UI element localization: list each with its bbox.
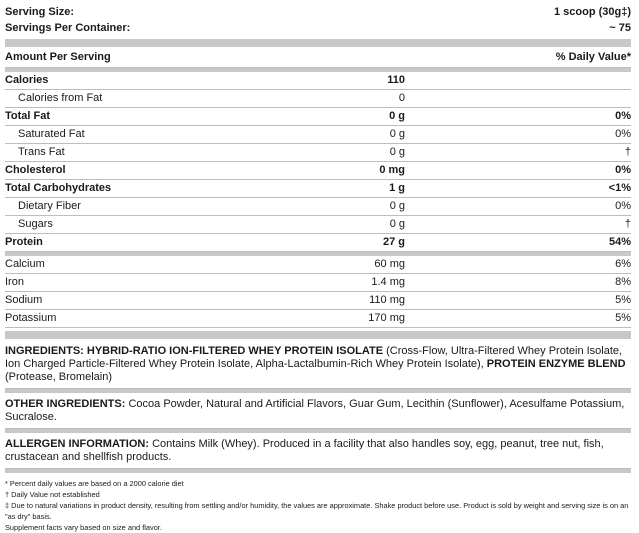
nutrient-row <box>5 198 631 216</box>
nutrient-daily-value: 0% <box>615 110 631 122</box>
nutrient-amount: 170 mg <box>368 312 405 324</box>
footnotes <box>5 473 631 533</box>
nutrient-amount: 110 mg <box>369 294 405 306</box>
nutrient-daily-value: 54% <box>608 236 631 248</box>
nutrient-amount: 27 g <box>382 236 405 248</box>
nutrient-row <box>5 292 631 310</box>
footnote-daily-value: * Percent daily values are based on a 2000 calorie diet <box>5 479 184 488</box>
serving-size-label: Serving Size: <box>5 6 75 18</box>
other-ingredients-paragraph <box>5 393 631 429</box>
allergen-label: ALLERGEN INFORMATION: <box>5 438 150 450</box>
nutrient-name: Cholesterol <box>5 164 66 176</box>
mineral-table <box>5 256 631 328</box>
nutrient-row <box>5 234 631 252</box>
servings-per-container-label: Servings Per Container: <box>5 22 131 34</box>
nutrient-row <box>5 108 631 126</box>
nutrient-amount: 0 g <box>389 110 405 122</box>
nutrient-name: Potassium <box>5 312 57 324</box>
nutrient-amount: 0 g <box>389 200 405 212</box>
enzyme-blend-label: PROTEIN ENZYME BLEND <box>486 358 626 370</box>
footnote-density: ‡ Due to natural variations in product density, resulting from settling and/or humidity, the values are approximate. Shake product before use. Product is sold by weight and serving size is on an "as dry" basis. <box>5 501 629 521</box>
nutrient-name: Total Carbohydrates <box>5 182 112 194</box>
nutrient-name: Saturated Fat <box>18 128 85 140</box>
nutrient-name: Calcium <box>5 258 45 270</box>
nutrient-row <box>5 310 631 328</box>
allergen-paragraph <box>5 433 631 469</box>
nutrient-amount: 0 g <box>389 218 405 230</box>
nutrient-daily-value: 0% <box>615 200 631 212</box>
nutrient-amount: 0 mg <box>379 164 405 176</box>
nutrient-row <box>5 144 631 162</box>
nutrient-amount: 0 <box>398 92 405 104</box>
nutrient-name: Dietary Fiber <box>18 200 81 212</box>
ingredients-label: INGREDIENTS: HYBRID-RATIO ION-FILTERED WHEY PROTEIN ISOLATE <box>5 345 384 357</box>
nutrient-daily-value: † <box>624 218 631 230</box>
ingredients-paragraph <box>5 340 631 389</box>
footnote-varies: Supplement facts vary based on size and flavor. <box>5 523 162 532</box>
nutrient-daily-value: 8% <box>615 276 631 288</box>
nutrient-amount: 0 g <box>389 146 405 158</box>
nutrient-amount: 110 <box>387 74 405 86</box>
other-ingredients-label: OTHER INGREDIENTS: <box>5 398 126 410</box>
nutrient-daily-value: 0% <box>615 128 631 140</box>
supplement-facts-panel <box>5 0 631 533</box>
other-ingredients-text: Cocoa Powder, Natural and Artificial Flavors, Guar Gum, Lecithin (Sunflower), Acesulfame Potassium, Sucralose. <box>5 398 625 423</box>
nutrient-name: Protein <box>5 236 43 248</box>
allergen-text: Contains Milk (Whey). Produced in a facility that also handles soy, egg, peanut, tree nut, fish, crustacean and shellfish products. <box>5 438 604 463</box>
nutrient-row <box>5 162 631 180</box>
nutrient-daily-value: <1% <box>608 182 631 194</box>
nutrient-amount: 60 mg <box>374 258 405 270</box>
serving-size-row <box>5 4 631 20</box>
nutrient-daily-value: 0% <box>615 164 631 176</box>
servings-per-container-value: ~ 75 <box>609 22 631 34</box>
nutrient-row <box>5 274 631 292</box>
nutrient-row <box>5 90 631 108</box>
nutrient-name: Trans Fat <box>18 146 65 158</box>
nutrient-daily-value: 6% <box>615 258 631 270</box>
servings-per-container-row <box>5 20 631 36</box>
serving-size-value: 1 scoop (30g‡) <box>553 6 631 18</box>
ingredients-text: (Cross-Flow, Ultra-Filtered Whey Protein Isolate, Ion Charged Particle-Filtered Whey Protein Isolate, Alpha-Lactalbumin-Rich Whey Protein Isolate), <box>5 345 623 370</box>
nutrient-daily-value: 5% <box>615 294 631 306</box>
nutrient-row <box>5 126 631 144</box>
nutrient-row <box>5 216 631 234</box>
nutrient-amount: 1.4 mg <box>371 276 405 288</box>
nutrient-daily-value: 5% <box>615 312 631 324</box>
nutrient-name: Iron <box>5 276 24 288</box>
daily-value-heading: % Daily Value* <box>555 51 631 63</box>
nutrient-name: Total Fat <box>5 110 51 122</box>
nutrient-row <box>5 256 631 274</box>
thick-divider <box>5 331 631 339</box>
nutrient-name: Sugars <box>18 218 53 230</box>
nutrient-name: Calories <box>5 74 49 86</box>
nutrient-daily-value: † <box>624 146 631 158</box>
column-header-row <box>5 48 631 68</box>
enzyme-blend-text: (Protease, Bromelain) <box>5 371 112 383</box>
nutrient-row <box>5 72 631 90</box>
nutrient-table <box>5 72 631 252</box>
nutrient-name: Calories from Fat <box>18 92 103 104</box>
nutrient-amount: 1 g <box>389 182 405 194</box>
nutrient-row <box>5 180 631 198</box>
amount-per-serving-heading: Amount Per Serving <box>5 51 111 63</box>
thick-divider <box>5 39 631 47</box>
nutrient-amount: 0 g <box>389 128 405 140</box>
nutrient-name: Sodium <box>5 294 43 306</box>
footnote-not-established: † Daily Value not established <box>5 490 100 499</box>
